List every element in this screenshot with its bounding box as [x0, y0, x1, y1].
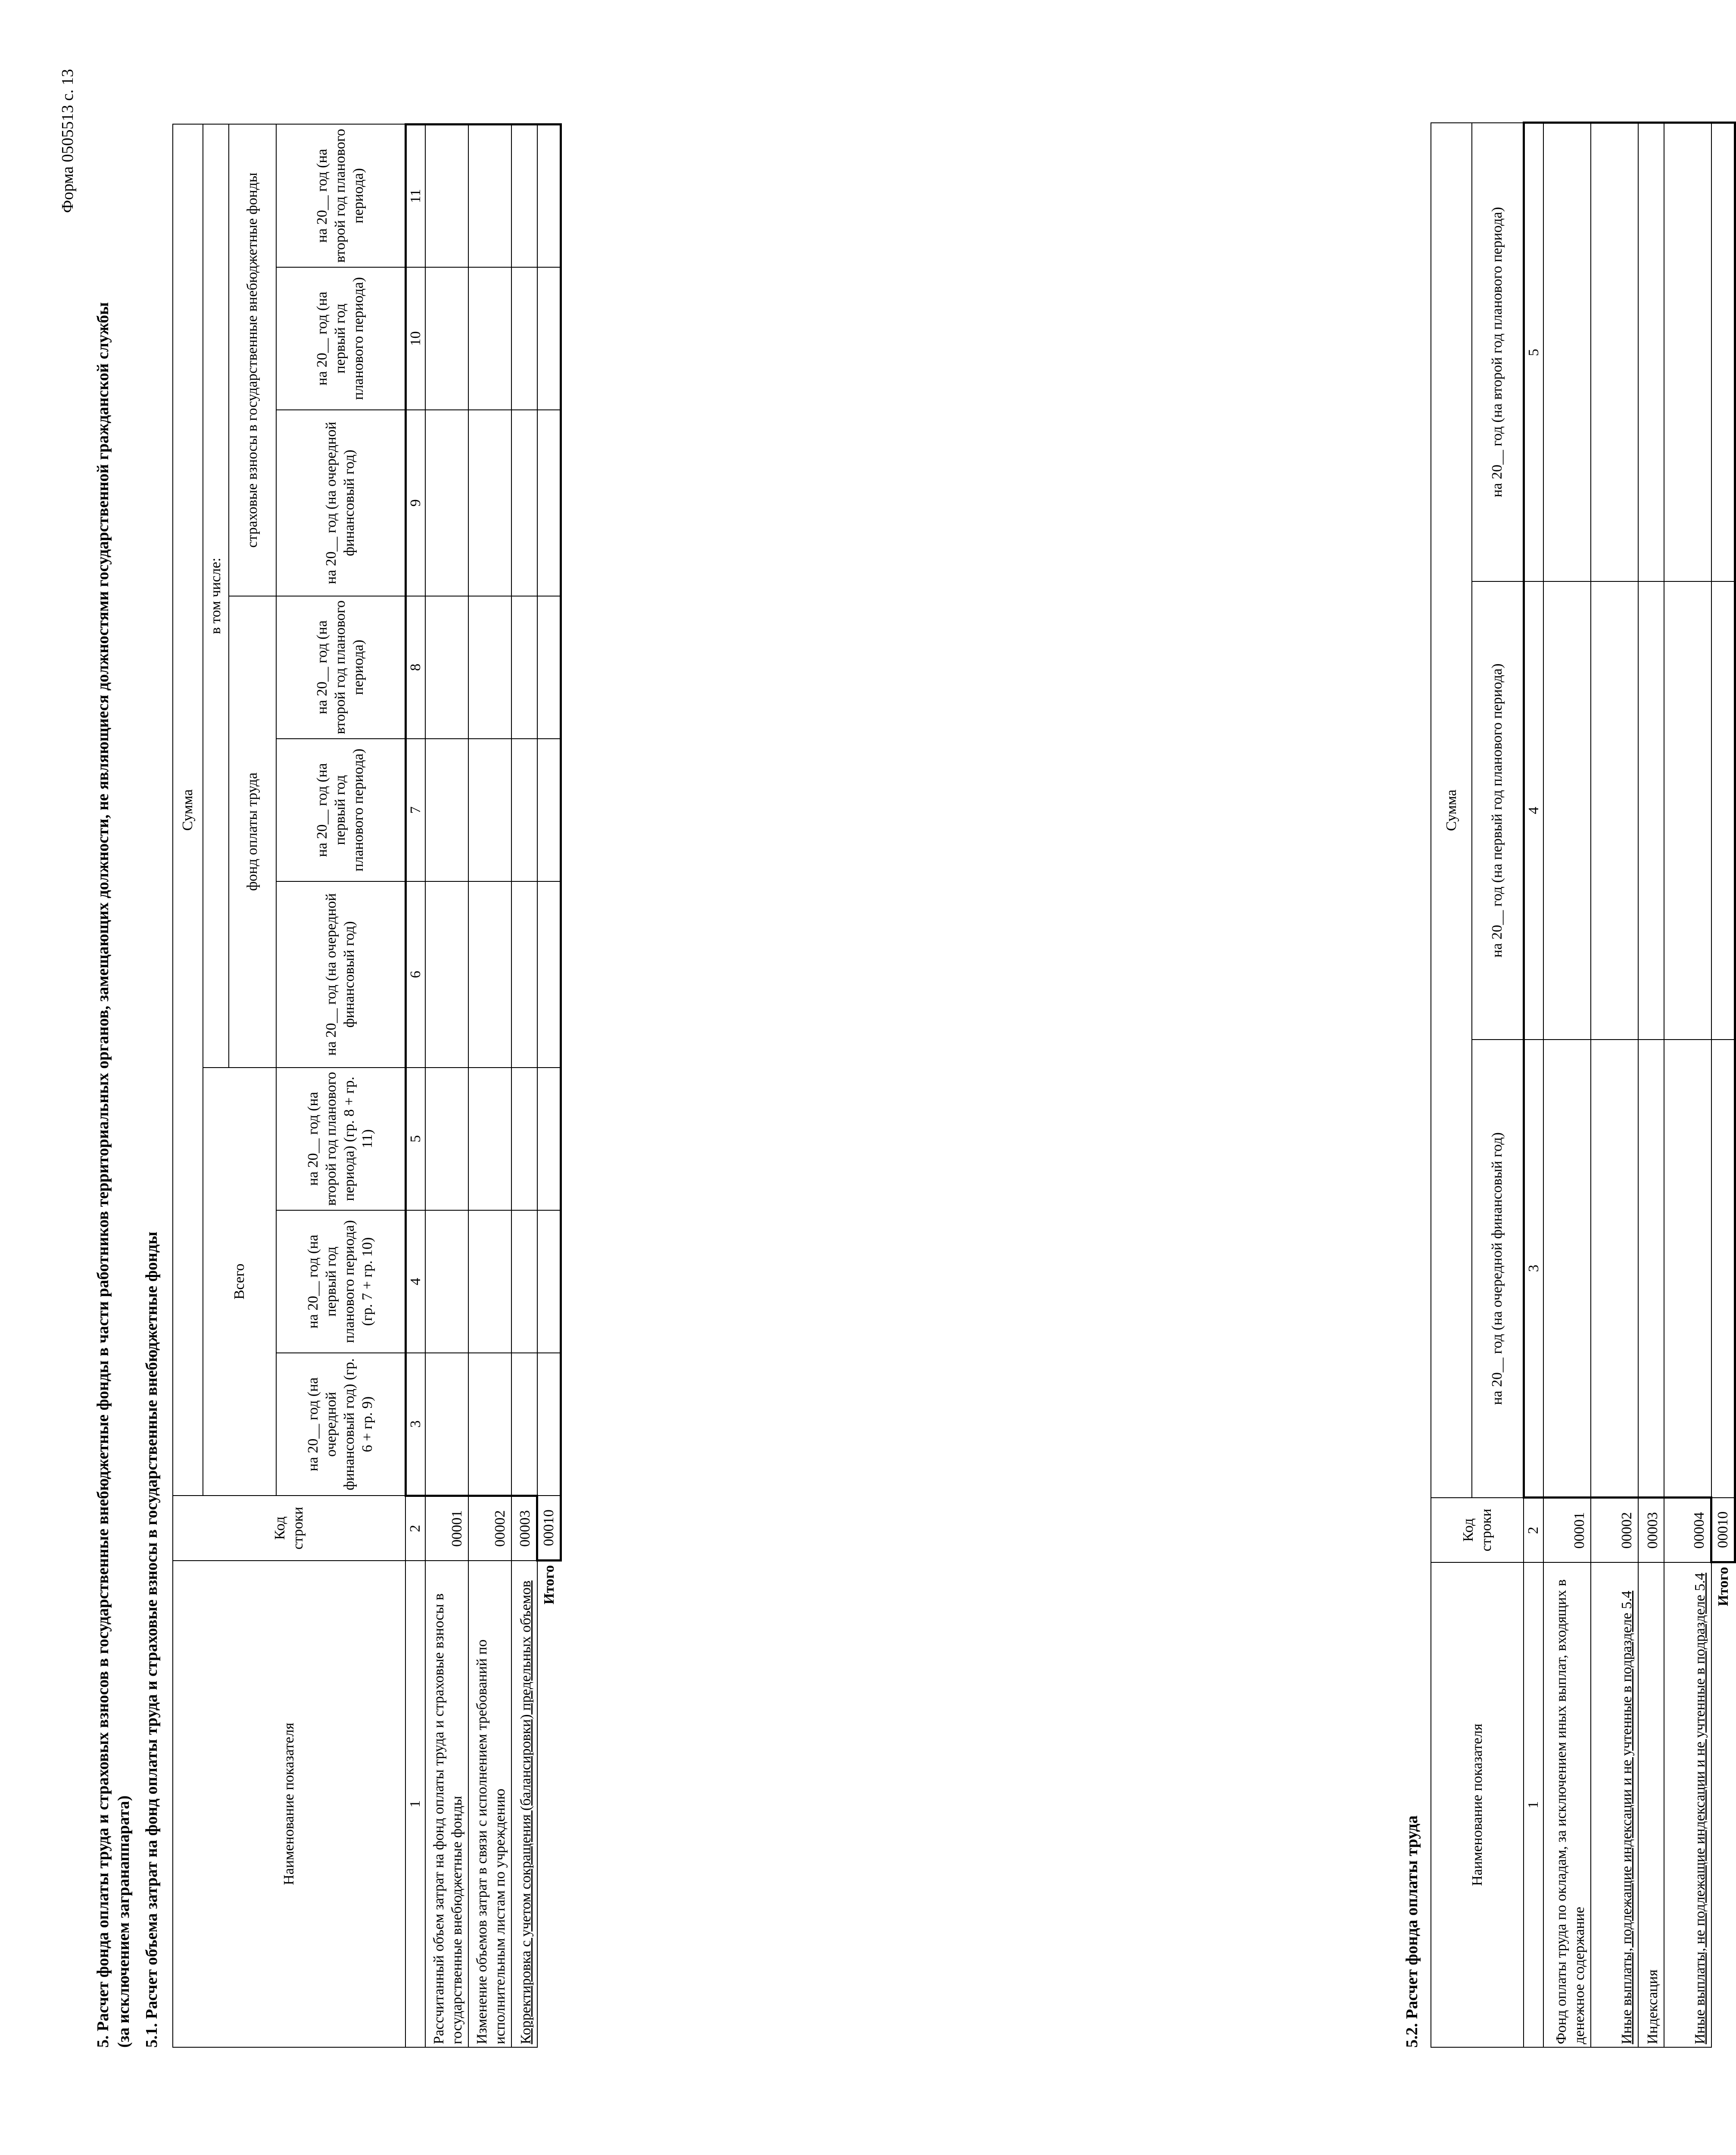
value-cell[interactable]	[511, 410, 537, 596]
row-name: Иные выплаты, подлежащие индексации и не учтенные в подразделе 5.4	[1591, 1562, 1638, 2047]
row-code: 00003	[1638, 1498, 1664, 1562]
header-name: Наименование показателя	[173, 1561, 405, 2047]
table-row	[468, 125, 511, 2048]
section-5-2-title: 5.2. Расчет фонда оплаты труда	[1403, 1815, 1421, 2048]
value-cell[interactable]	[425, 1210, 468, 1353]
total-cell[interactable]	[537, 881, 561, 1068]
value-cell[interactable]	[468, 410, 511, 596]
row-name: Изменение объемов затрат в связи с исполнением требований по исполнительным листам по учреждению	[468, 1561, 511, 2047]
col-number: 2	[405, 1496, 425, 1561]
total-code: 00010	[537, 1496, 561, 1561]
value-cell[interactable]	[468, 1210, 511, 1353]
col-number: 8	[405, 596, 425, 739]
table-5-2	[1431, 122, 1736, 2048]
total-row	[537, 125, 561, 2048]
col-number: 4	[1524, 581, 1543, 1040]
header-col4: на 20__ год (на первый год планового периода)	[1472, 581, 1524, 1040]
value-cell[interactable]	[1664, 581, 1711, 1040]
value-cell[interactable]	[425, 125, 468, 267]
value-cell[interactable]	[468, 739, 511, 881]
header-incl: в том числе:	[203, 125, 229, 1068]
section-5-title-line2: (за исключением загранаппарата)	[115, 1795, 133, 2048]
total-cell[interactable]	[537, 267, 561, 410]
header-sum: Сумма	[1431, 123, 1472, 1498]
table-5-1	[172, 123, 562, 2048]
value-cell[interactable]	[425, 881, 468, 1068]
header-col11: на 20__ год (на второй год планового периода)	[276, 125, 405, 267]
row-name: Фонд оплаты труда по окладам, за исключением иных выплат, входящих в денежное содержание	[1543, 1562, 1591, 2047]
total-cell[interactable]	[537, 596, 561, 739]
table-row	[425, 125, 468, 2048]
col-number: 4	[405, 1210, 425, 1353]
table-row	[1664, 123, 1711, 2047]
col-number: 3	[1524, 1040, 1543, 1498]
total-cell[interactable]	[1711, 1040, 1735, 1498]
row-name: Корректировка с учетом сокращения (балансировки) предельных объемов	[511, 1561, 537, 2047]
value-cell[interactable]	[468, 596, 511, 739]
value-cell[interactable]	[1664, 1040, 1711, 1498]
header-sum: Сумма	[173, 125, 203, 1496]
row-code: 00002	[1591, 1498, 1638, 1562]
header-fot: фонд оплаты труда	[229, 596, 276, 1068]
col-number: 10	[405, 267, 425, 410]
value-cell[interactable]	[1591, 1040, 1638, 1498]
value-cell[interactable]	[1591, 581, 1638, 1040]
header-col9: на 20__ год (на очередной финансовый год)	[276, 410, 405, 596]
header-code: Код строки	[173, 1496, 405, 1561]
col-number: 6	[405, 881, 425, 1068]
value-cell[interactable]	[511, 1068, 537, 1210]
value-cell[interactable]	[468, 1068, 511, 1210]
row-code: 00002	[468, 1496, 511, 1561]
value-cell[interactable]	[511, 1210, 537, 1353]
table-row	[1638, 123, 1664, 2047]
value-cell[interactable]	[468, 1353, 511, 1496]
value-cell[interactable]	[511, 739, 537, 881]
header-col6: на 20__ год (на очередной финансовый год)	[276, 881, 405, 1068]
total-cell[interactable]	[537, 1353, 561, 1496]
row-name: Индексация	[1638, 1562, 1664, 2047]
value-cell[interactable]	[511, 267, 537, 410]
value-cell[interactable]	[1543, 581, 1591, 1040]
col-number: 7	[405, 739, 425, 881]
row-code: 00001	[1543, 1498, 1591, 1562]
total-label: Итого	[541, 1565, 557, 1605]
row-name: Иные выплаты, не подлежащие индексации и не учтенные в подразделе 5.4	[1664, 1562, 1711, 2047]
total-cell[interactable]	[537, 1068, 561, 1210]
value-cell[interactable]	[425, 739, 468, 881]
col-number: 1	[1524, 1562, 1543, 2047]
value-cell[interactable]	[425, 410, 468, 596]
header-col5: на 20__ год (на второй год планового периода) (гр. 8 + гр. 11)	[276, 1068, 405, 1210]
value-cell[interactable]	[425, 596, 468, 739]
col-number: 11	[405, 125, 425, 267]
total-cell[interactable]	[537, 739, 561, 881]
value-cell[interactable]	[511, 125, 537, 267]
header-code: Код строки	[1431, 1498, 1524, 1562]
total-cell[interactable]	[537, 1210, 561, 1353]
value-cell[interactable]	[511, 596, 537, 739]
total-cell[interactable]	[1711, 581, 1735, 1040]
header-col5: на 20__ год (на второй год планового периода)	[1472, 123, 1524, 581]
table-row	[1591, 123, 1638, 2047]
row-code: 00001	[425, 1496, 468, 1561]
value-cell[interactable]	[1664, 123, 1711, 581]
value-cell[interactable]	[425, 1068, 468, 1210]
total-cell[interactable]	[537, 125, 561, 267]
col-number: 2	[1524, 1498, 1543, 1562]
total-code: 00010	[1711, 1498, 1735, 1562]
value-cell[interactable]	[1591, 123, 1638, 581]
value-cell[interactable]	[1543, 123, 1591, 581]
header-col3: на 20__ год (на очередной финансовый год)	[1472, 1040, 1524, 1498]
total-cell[interactable]	[1711, 123, 1735, 581]
header-col10: на 20__ год (на первый год планового периода)	[276, 267, 405, 410]
value-cell[interactable]	[511, 1353, 537, 1496]
header-col8: на 20__ год (на второй год планового периода)	[276, 596, 405, 739]
value-cell[interactable]	[1638, 1040, 1664, 1498]
value-cell[interactable]	[468, 267, 511, 410]
form-code: Форма 0505513 с. 13	[59, 69, 77, 213]
total-cell[interactable]	[537, 410, 561, 596]
header-insurance: страховые взносы в государственные внебюджетные фонды	[229, 125, 276, 596]
col-number: 5	[1524, 123, 1543, 581]
row-name: Рассчитанный объем затрат на фонд оплаты труда и страховые взносы в государственные внебюджетные фонды	[425, 1561, 468, 2047]
section-5-title-line1: 5. Расчет фонда оплаты труда и страховых взносов в государственные внебюджетные фонды в части работников территориальных органов, замещающих должности, не являющиеся должностями государственной гражданской службы	[94, 302, 112, 2048]
value-cell[interactable]	[511, 881, 537, 1068]
header-total: Всего	[203, 1068, 276, 1496]
row-code: 00004	[1664, 1498, 1711, 1562]
header-name: Наименование показателя	[1431, 1562, 1524, 2047]
table-row	[1543, 123, 1591, 2047]
value-cell[interactable]	[468, 125, 511, 267]
col-number: 5	[405, 1068, 425, 1210]
header-col4: на 20__ год (на первый год планового периода) (гр. 7 + гр. 10)	[276, 1210, 405, 1353]
value-cell[interactable]	[468, 881, 511, 1068]
section-5-title	[93, 22, 134, 2048]
section-5-1-title: 5.1. Расчет объема затрат на фонд оплаты труда и страховые взносы в государственные внебюджетные фонды	[143, 1231, 161, 2048]
value-cell[interactable]	[425, 267, 468, 410]
total-label: Итого	[1715, 1567, 1731, 1606]
header-col7: на 20__ год (на первый год планового периода)	[276, 739, 405, 881]
row-code: 00003	[511, 1496, 537, 1561]
col-number: 9	[405, 410, 425, 596]
col-number: 1	[405, 1561, 425, 2047]
value-cell[interactable]	[1638, 581, 1664, 1040]
value-cell[interactable]	[425, 1353, 468, 1496]
total-row	[1711, 123, 1735, 2047]
table-row	[511, 125, 537, 2048]
header-col3: на 20__ год (на очередной финансовый год) (гр. 6 + гр. 9)	[276, 1353, 405, 1496]
col-number: 3	[405, 1353, 425, 1496]
value-cell[interactable]	[1543, 1040, 1591, 1498]
value-cell[interactable]	[1638, 123, 1664, 581]
